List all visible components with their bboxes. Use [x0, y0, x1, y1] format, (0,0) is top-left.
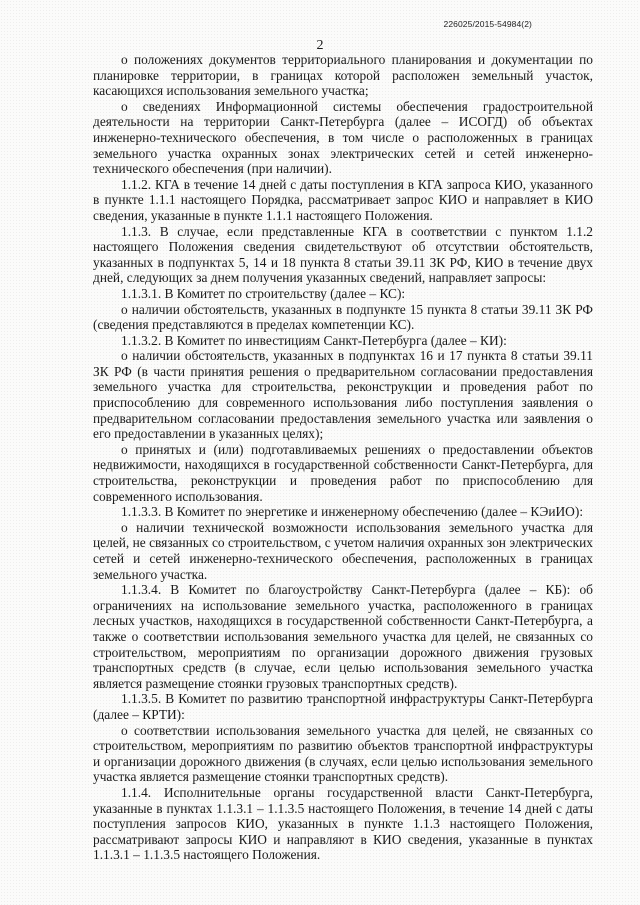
- paragraph: о наличии обстоятельств, указанных в подпункте 15 пункта 8 статьи 39.11 ЗК РФ (сведения представляются в пределах компетенции КС).: [93, 301, 593, 333]
- paragraph: о соответствии использования земельного участка для целей, не связанных со строительством, мероприятиям по развитию объектов транспортной инфраструктуры и организации дорожного движения (в случаях, если целью использования земельного участка является размещение стоянки транспортных средств).: [93, 722, 593, 785]
- paragraph: 1.1.2. КГА в течение 14 дней с даты поступления в КГА запроса КИО, указанного в пункте 1.1.1 настоящего Порядка, рассматривает запрос КИО и направляет в КИО сведения, указанные в пункте 1.1.1 настоящего Положения.: [93, 176, 593, 223]
- paragraph: 1.1.3.5. В Комитет по развитию транспортной инфраструктуры Санкт-Петербурга (далее – КРТИ):: [93, 691, 593, 722]
- paragraph: 1.1.4. Исполнительные органы государственной власти Санкт-Петербурга, указанные в пунктах 1.1.3.1 – 1.1.3.5 настоящего Положения, в течение 14 дней с даты поступления запросов КИО, указанных в пункте 1.1.3 настоящего Положения, рассматривают запросы КИО и направляют в КИО сведения, указанные в пунктах 1.1.3.1 – 1.1.3.5 настоящего Положения.: [93, 784, 593, 863]
- paragraph: 1.1.3.4. В Комитет по благоустройству Санкт-Петербурга (далее – КБ): об ограничениях на использование земельного участка, расположенного в границах лесных участков, находящихся в государственной собственности Санкт-Петербурга, а также о соответствии использования земельного участка для целей, не связанных со строительством, мероприятиям по организации дорожного движения грузовых транспортных средств (в случае, если целью использования земельного участка является размещение стоянки грузовых транспортных средств).: [93, 582, 593, 691]
- paragraph: о наличии обстоятельств, указанных в подпунктах 16 и 17 пункта 8 статьи 39.11 ЗК РФ (в части принятия решения о предварительном согласовании предоставления земельного участка для строительства, реконструкции и проведения работ по приспособлению для современного использования либо поступления заявления о предварительном согласовании предоставления земельного участка или заявления о его предоставлении в указанных целях);: [93, 348, 593, 442]
- paragraph: о положениях документов территориального планирования и документации по планировке территории, в границах которой расположен земельный участок, касающихся использования земельного участка;: [93, 52, 593, 99]
- document-registration-number: 226025/2015-54984(2): [443, 19, 532, 29]
- paragraph: о сведениях Информационной системы обеспечения градостроительной деятельности на территории Санкт-Петербурга (далее – ИСОГД) об объектах инженерно-технического обеспечения, в том числе о расположенных в границах земельного участка охранных зонах электрических сетей и сетей инженерно-технического обеспечения (при наличии).: [93, 98, 593, 177]
- page-number: 2: [316, 38, 324, 53]
- paragraph: 1.1.3.3. В Комитет по энергетике и инженерному обеспечению (далее – КЭиИО):: [121, 504, 584, 520]
- paragraph: о наличии технической возможности использования земельного участка для целей, не связанных со строительством, с учетом наличия охранных зон электрических сетей и сетей инженерно-технического обеспечения, расположенных в границах земельного участка.: [93, 519, 593, 582]
- document-body: [93, 52, 593, 863]
- paragraph: 1.1.3.1. В Комитет по строительству (далее – КС):: [121, 285, 406, 301]
- paragraph: 1.1.3.2. В Комитет по инвестициям Санкт-Петербурга (далее – КИ):: [121, 332, 507, 348]
- paragraph: 1.1.3. В случае, если представленные КГА в соответствии с пунктом 1.1.2 настоящего Положения сведения свидетельствуют об отсутствии обстоятельств, указанных в подпунктах 5, 14 и 18 пункта 8 статьи 39.11 ЗК РФ, КИО в течение двух дней, следующих за днем получения указанных сведений, направляет запросы:: [93, 223, 593, 286]
- paragraph: о принятых и (или) подготавливаемых решениях о предоставлении объектов недвижимости, находящихся в государственной собственности Санкт-Петербурга, для строительства, реконструкции и проведения работ по приспособлению для современного использования.: [93, 441, 593, 504]
